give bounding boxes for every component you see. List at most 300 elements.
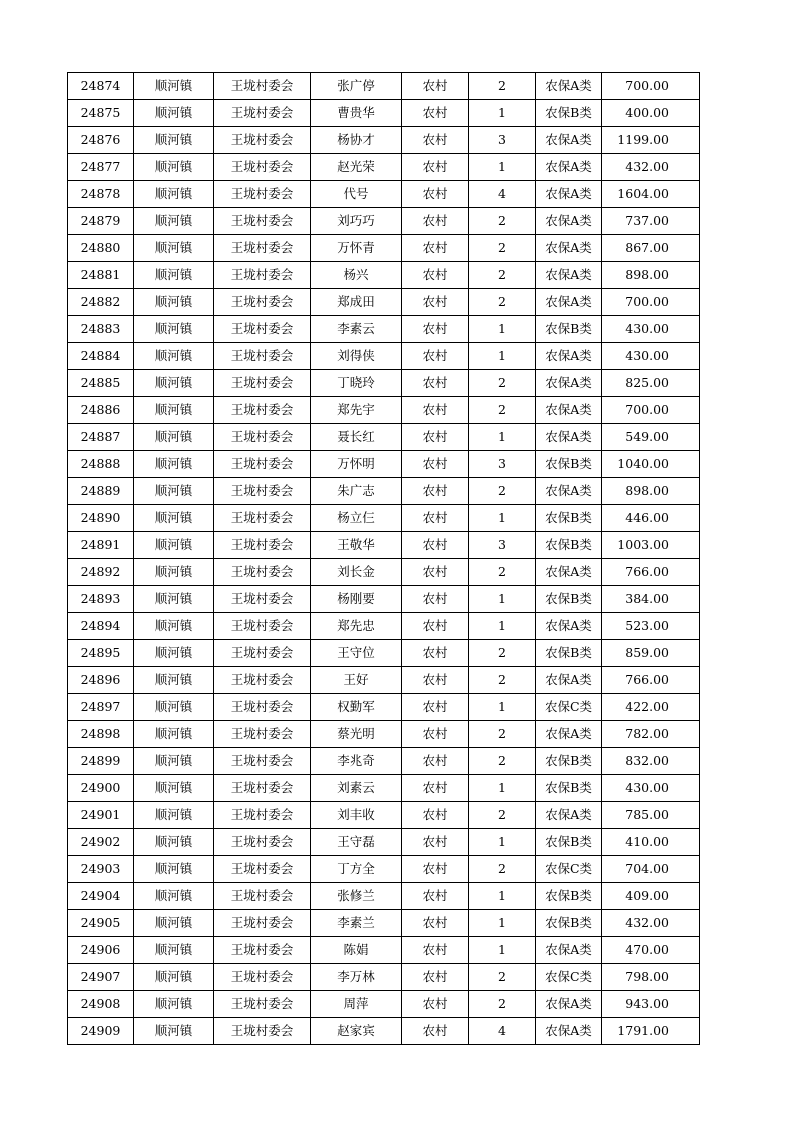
cell-person-name: 周萍 (311, 991, 402, 1018)
cell-village-committee: 王垅村委会 (214, 208, 311, 235)
cell-member-count: 2 (469, 262, 536, 289)
cell-amount: 867.00 (602, 235, 700, 262)
cell-amount: 430.00 (602, 316, 700, 343)
cell-serial-number: 24901 (68, 802, 134, 829)
cell-village-committee: 王垅村委会 (214, 424, 311, 451)
table-row (68, 937, 700, 964)
cell-insurance-category: 农保A类 (536, 397, 602, 424)
cell-person-name: 代号 (311, 181, 402, 208)
cell-serial-number: 24903 (68, 856, 134, 883)
cell-member-count: 1 (469, 694, 536, 721)
cell-insurance-category: 农保B类 (536, 748, 602, 775)
cell-household-type: 农村 (402, 640, 469, 667)
cell-member-count: 1 (469, 100, 536, 127)
cell-member-count: 1 (469, 586, 536, 613)
cell-household-type: 农村 (402, 235, 469, 262)
cell-town: 顺河镇 (134, 1018, 214, 1045)
cell-amount: 549.00 (602, 424, 700, 451)
cell-insurance-category: 农保A类 (536, 208, 602, 235)
cell-amount: 422.00 (602, 694, 700, 721)
cell-amount: 523.00 (602, 613, 700, 640)
cell-village-committee: 王垅村委会 (214, 991, 311, 1018)
cell-household-type: 农村 (402, 1018, 469, 1045)
cell-amount: 1604.00 (602, 181, 700, 208)
cell-person-name: 刘得侠 (311, 343, 402, 370)
cell-member-count: 4 (469, 1018, 536, 1045)
cell-town: 顺河镇 (134, 937, 214, 964)
cell-insurance-category: 农保A类 (536, 289, 602, 316)
cell-serial-number: 24878 (68, 181, 134, 208)
cell-member-count: 1 (469, 883, 536, 910)
cell-person-name: 王敬华 (311, 532, 402, 559)
cell-member-count: 1 (469, 613, 536, 640)
cell-town: 顺河镇 (134, 775, 214, 802)
cell-household-type: 农村 (402, 991, 469, 1018)
benefit-roster-table (67, 72, 700, 1045)
cell-village-committee: 王垅村委会 (214, 775, 311, 802)
cell-village-committee: 王垅村委会 (214, 667, 311, 694)
table-row (68, 559, 700, 586)
cell-insurance-category: 农保A类 (536, 73, 602, 100)
cell-household-type: 农村 (402, 721, 469, 748)
cell-serial-number: 24893 (68, 586, 134, 613)
cell-serial-number: 24888 (68, 451, 134, 478)
cell-amount: 898.00 (602, 478, 700, 505)
cell-amount: 782.00 (602, 721, 700, 748)
cell-household-type: 农村 (402, 505, 469, 532)
cell-town: 顺河镇 (134, 316, 214, 343)
cell-insurance-category: 农保B类 (536, 586, 602, 613)
cell-household-type: 农村 (402, 370, 469, 397)
table-row (68, 640, 700, 667)
cell-amount: 432.00 (602, 154, 700, 181)
cell-town: 顺河镇 (134, 397, 214, 424)
cell-serial-number: 24889 (68, 478, 134, 505)
cell-household-type: 农村 (402, 262, 469, 289)
cell-member-count: 2 (469, 289, 536, 316)
cell-person-name: 万怀青 (311, 235, 402, 262)
table-row (68, 127, 700, 154)
cell-household-type: 农村 (402, 559, 469, 586)
cell-insurance-category: 农保A类 (536, 478, 602, 505)
cell-amount: 1791.00 (602, 1018, 700, 1045)
cell-village-committee: 王垅村委会 (214, 856, 311, 883)
cell-village-committee: 王垅村委会 (214, 640, 311, 667)
cell-person-name: 曹贵华 (311, 100, 402, 127)
cell-member-count: 2 (469, 73, 536, 100)
cell-serial-number: 24902 (68, 829, 134, 856)
cell-household-type: 农村 (402, 316, 469, 343)
cell-serial-number: 24883 (68, 316, 134, 343)
cell-amount: 832.00 (602, 748, 700, 775)
cell-person-name: 郑先宇 (311, 397, 402, 424)
table-row (68, 154, 700, 181)
cell-town: 顺河镇 (134, 883, 214, 910)
cell-household-type: 农村 (402, 289, 469, 316)
cell-village-committee: 王垅村委会 (214, 613, 311, 640)
table-row (68, 721, 700, 748)
cell-serial-number: 24876 (68, 127, 134, 154)
cell-village-committee: 王垅村委会 (214, 316, 311, 343)
cell-village-committee: 王垅村委会 (214, 694, 311, 721)
cell-serial-number: 24904 (68, 883, 134, 910)
cell-insurance-category: 农保A类 (536, 721, 602, 748)
table-row (68, 748, 700, 775)
cell-person-name: 郑成田 (311, 289, 402, 316)
cell-person-name: 李素云 (311, 316, 402, 343)
cell-amount: 1199.00 (602, 127, 700, 154)
cell-member-count: 1 (469, 937, 536, 964)
cell-village-committee: 王垅村委会 (214, 289, 311, 316)
table-row (68, 667, 700, 694)
cell-person-name: 赵家宾 (311, 1018, 402, 1045)
cell-village-committee: 王垅村委会 (214, 181, 311, 208)
cell-town: 顺河镇 (134, 73, 214, 100)
cell-person-name: 杨兴 (311, 262, 402, 289)
cell-town: 顺河镇 (134, 802, 214, 829)
cell-member-count: 2 (469, 667, 536, 694)
cell-member-count: 2 (469, 208, 536, 235)
cell-member-count: 2 (469, 478, 536, 505)
cell-insurance-category: 农保A类 (536, 802, 602, 829)
cell-serial-number: 24895 (68, 640, 134, 667)
cell-amount: 943.00 (602, 991, 700, 1018)
cell-amount: 898.00 (602, 262, 700, 289)
cell-member-count: 1 (469, 154, 536, 181)
cell-household-type: 农村 (402, 532, 469, 559)
cell-serial-number: 24884 (68, 343, 134, 370)
cell-insurance-category: 农保C类 (536, 856, 602, 883)
cell-town: 顺河镇 (134, 910, 214, 937)
cell-insurance-category: 农保A类 (536, 343, 602, 370)
cell-amount: 430.00 (602, 343, 700, 370)
cell-insurance-category: 农保C类 (536, 964, 602, 991)
cell-town: 顺河镇 (134, 721, 214, 748)
cell-town: 顺河镇 (134, 154, 214, 181)
cell-amount: 785.00 (602, 802, 700, 829)
cell-person-name: 赵光荣 (311, 154, 402, 181)
cell-person-name: 杨立仨 (311, 505, 402, 532)
table-row (68, 289, 700, 316)
cell-insurance-category: 农保B类 (536, 316, 602, 343)
cell-member-count: 1 (469, 424, 536, 451)
table-row (68, 883, 700, 910)
cell-member-count: 3 (469, 127, 536, 154)
cell-person-name: 权勤军 (311, 694, 402, 721)
cell-insurance-category: 农保A类 (536, 235, 602, 262)
table-row (68, 532, 700, 559)
cell-village-committee: 王垅村委会 (214, 127, 311, 154)
cell-amount: 400.00 (602, 100, 700, 127)
table-row (68, 694, 700, 721)
cell-household-type: 农村 (402, 424, 469, 451)
cell-insurance-category: 农保C类 (536, 694, 602, 721)
cell-person-name: 刘素云 (311, 775, 402, 802)
cell-member-count: 2 (469, 964, 536, 991)
cell-serial-number: 24881 (68, 262, 134, 289)
cell-insurance-category: 农保B类 (536, 532, 602, 559)
cell-household-type: 农村 (402, 775, 469, 802)
cell-person-name: 杨协才 (311, 127, 402, 154)
cell-household-type: 农村 (402, 208, 469, 235)
cell-town: 顺河镇 (134, 343, 214, 370)
cell-serial-number: 24885 (68, 370, 134, 397)
cell-serial-number: 24879 (68, 208, 134, 235)
cell-town: 顺河镇 (134, 505, 214, 532)
cell-amount: 766.00 (602, 667, 700, 694)
cell-amount: 737.00 (602, 208, 700, 235)
cell-amount: 704.00 (602, 856, 700, 883)
cell-insurance-category: 农保B类 (536, 910, 602, 937)
cell-member-count: 1 (469, 316, 536, 343)
cell-insurance-category: 农保A类 (536, 937, 602, 964)
cell-serial-number: 24877 (68, 154, 134, 181)
cell-insurance-category: 农保B类 (536, 640, 602, 667)
cell-insurance-category: 农保A类 (536, 559, 602, 586)
cell-amount: 798.00 (602, 964, 700, 991)
cell-serial-number: 24875 (68, 100, 134, 127)
cell-person-name: 张广停 (311, 73, 402, 100)
cell-serial-number: 24874 (68, 73, 134, 100)
cell-household-type: 农村 (402, 397, 469, 424)
cell-village-committee: 王垅村委会 (214, 802, 311, 829)
table-row (68, 235, 700, 262)
cell-town: 顺河镇 (134, 127, 214, 154)
table-row (68, 1018, 700, 1045)
cell-town: 顺河镇 (134, 262, 214, 289)
cell-member-count: 4 (469, 181, 536, 208)
cell-household-type: 农村 (402, 100, 469, 127)
table-row (68, 208, 700, 235)
cell-insurance-category: 农保B类 (536, 100, 602, 127)
cell-amount: 430.00 (602, 775, 700, 802)
cell-member-count: 2 (469, 991, 536, 1018)
cell-person-name: 刘巧巧 (311, 208, 402, 235)
cell-serial-number: 24899 (68, 748, 134, 775)
cell-town: 顺河镇 (134, 289, 214, 316)
cell-village-committee: 王垅村委会 (214, 964, 311, 991)
cell-household-type: 农村 (402, 937, 469, 964)
table-row (68, 478, 700, 505)
cell-person-name: 丁方全 (311, 856, 402, 883)
cell-insurance-category: 农保A类 (536, 991, 602, 1018)
cell-village-committee: 王垅村委会 (214, 397, 311, 424)
cell-serial-number: 24909 (68, 1018, 134, 1045)
cell-town: 顺河镇 (134, 856, 214, 883)
cell-amount: 825.00 (602, 370, 700, 397)
cell-town: 顺河镇 (134, 424, 214, 451)
cell-village-committee: 王垅村委会 (214, 721, 311, 748)
cell-village-committee: 王垅村委会 (214, 451, 311, 478)
cell-serial-number: 24896 (68, 667, 134, 694)
cell-person-name: 聂长红 (311, 424, 402, 451)
cell-person-name: 王守磊 (311, 829, 402, 856)
cell-household-type: 农村 (402, 667, 469, 694)
cell-insurance-category: 农保A类 (536, 154, 602, 181)
cell-village-committee: 王垅村委会 (214, 748, 311, 775)
cell-town: 顺河镇 (134, 991, 214, 1018)
cell-village-committee: 王垅村委会 (214, 1018, 311, 1045)
table-row (68, 991, 700, 1018)
table-row (68, 613, 700, 640)
cell-household-type: 农村 (402, 829, 469, 856)
cell-person-name: 朱广志 (311, 478, 402, 505)
cell-village-committee: 王垅村委会 (214, 559, 311, 586)
cell-amount: 410.00 (602, 829, 700, 856)
cell-member-count: 2 (469, 640, 536, 667)
cell-insurance-category: 农保A类 (536, 1018, 602, 1045)
cell-insurance-category: 农保A类 (536, 262, 602, 289)
cell-insurance-category: 农保B类 (536, 451, 602, 478)
cell-member-count: 1 (469, 829, 536, 856)
cell-amount: 700.00 (602, 73, 700, 100)
table-row (68, 424, 700, 451)
cell-member-count: 3 (469, 532, 536, 559)
cell-person-name: 刘长金 (311, 559, 402, 586)
cell-town: 顺河镇 (134, 694, 214, 721)
cell-town: 顺河镇 (134, 181, 214, 208)
cell-amount: 1003.00 (602, 532, 700, 559)
cell-person-name: 李素兰 (311, 910, 402, 937)
cell-member-count: 2 (469, 748, 536, 775)
cell-person-name: 王好 (311, 667, 402, 694)
cell-village-committee: 王垅村委会 (214, 586, 311, 613)
cell-town: 顺河镇 (134, 208, 214, 235)
cell-person-name: 刘丰收 (311, 802, 402, 829)
cell-household-type: 农村 (402, 883, 469, 910)
cell-member-count: 1 (469, 343, 536, 370)
cell-member-count: 2 (469, 235, 536, 262)
cell-town: 顺河镇 (134, 640, 214, 667)
cell-household-type: 农村 (402, 154, 469, 181)
cell-household-type: 农村 (402, 586, 469, 613)
cell-member-count: 2 (469, 856, 536, 883)
cell-insurance-category: 农保B类 (536, 775, 602, 802)
cell-town: 顺河镇 (134, 532, 214, 559)
cell-household-type: 农村 (402, 748, 469, 775)
cell-person-name: 王守位 (311, 640, 402, 667)
table-row (68, 73, 700, 100)
cell-town: 顺河镇 (134, 613, 214, 640)
cell-serial-number: 24900 (68, 775, 134, 802)
cell-member-count: 2 (469, 370, 536, 397)
table-row (68, 856, 700, 883)
cell-person-name: 万怀明 (311, 451, 402, 478)
cell-town: 顺河镇 (134, 235, 214, 262)
cell-household-type: 农村 (402, 127, 469, 154)
cell-town: 顺河镇 (134, 964, 214, 991)
cell-household-type: 农村 (402, 802, 469, 829)
cell-member-count: 1 (469, 775, 536, 802)
table-row (68, 775, 700, 802)
cell-insurance-category: 农保A类 (536, 127, 602, 154)
cell-member-count: 1 (469, 910, 536, 937)
cell-village-committee: 王垅村委会 (214, 370, 311, 397)
cell-household-type: 农村 (402, 343, 469, 370)
table-row (68, 910, 700, 937)
cell-village-committee: 王垅村委会 (214, 937, 311, 964)
cell-person-name: 蔡光明 (311, 721, 402, 748)
table-row (68, 397, 700, 424)
cell-member-count: 2 (469, 721, 536, 748)
cell-insurance-category: 农保A类 (536, 181, 602, 208)
cell-town: 顺河镇 (134, 370, 214, 397)
table-row (68, 829, 700, 856)
cell-village-committee: 王垅村委会 (214, 235, 311, 262)
cell-town: 顺河镇 (134, 100, 214, 127)
cell-serial-number: 24886 (68, 397, 134, 424)
cell-serial-number: 24905 (68, 910, 134, 937)
cell-village-committee: 王垅村委会 (214, 100, 311, 127)
table-row (68, 100, 700, 127)
cell-serial-number: 24880 (68, 235, 134, 262)
table-row (68, 505, 700, 532)
cell-village-committee: 王垅村委会 (214, 883, 311, 910)
cell-insurance-category: 农保A类 (536, 667, 602, 694)
cell-village-committee: 王垅村委会 (214, 532, 311, 559)
cell-village-committee: 王垅村委会 (214, 262, 311, 289)
cell-household-type: 农村 (402, 964, 469, 991)
cell-town: 顺河镇 (134, 586, 214, 613)
cell-town: 顺河镇 (134, 667, 214, 694)
cell-serial-number: 24882 (68, 289, 134, 316)
cell-village-committee: 王垅村委会 (214, 73, 311, 100)
cell-person-name: 李兆奇 (311, 748, 402, 775)
cell-person-name: 张修兰 (311, 883, 402, 910)
cell-household-type: 农村 (402, 856, 469, 883)
cell-household-type: 农村 (402, 478, 469, 505)
cell-household-type: 农村 (402, 910, 469, 937)
cell-serial-number: 24898 (68, 721, 134, 748)
cell-serial-number: 24891 (68, 532, 134, 559)
cell-household-type: 农村 (402, 694, 469, 721)
cell-amount: 384.00 (602, 586, 700, 613)
cell-insurance-category: 农保A类 (536, 613, 602, 640)
cell-amount: 859.00 (602, 640, 700, 667)
cell-village-committee: 王垅村委会 (214, 154, 311, 181)
cell-household-type: 农村 (402, 613, 469, 640)
cell-insurance-category: 农保B类 (536, 505, 602, 532)
cell-village-committee: 王垅村委会 (214, 505, 311, 532)
cell-person-name: 陈娟 (311, 937, 402, 964)
cell-village-committee: 王垅村委会 (214, 910, 311, 937)
cell-household-type: 农村 (402, 451, 469, 478)
cell-member-count: 2 (469, 559, 536, 586)
cell-member-count: 2 (469, 802, 536, 829)
cell-town: 顺河镇 (134, 478, 214, 505)
cell-member-count: 2 (469, 397, 536, 424)
cell-town: 顺河镇 (134, 829, 214, 856)
cell-amount: 432.00 (602, 910, 700, 937)
table-row (68, 370, 700, 397)
table-row (68, 451, 700, 478)
cell-amount: 409.00 (602, 883, 700, 910)
cell-person-name: 杨刚要 (311, 586, 402, 613)
cell-insurance-category: 农保B类 (536, 829, 602, 856)
cell-town: 顺河镇 (134, 451, 214, 478)
cell-serial-number: 24892 (68, 559, 134, 586)
cell-town: 顺河镇 (134, 559, 214, 586)
table-row (68, 802, 700, 829)
cell-household-type: 农村 (402, 181, 469, 208)
table-row (68, 343, 700, 370)
table-row (68, 586, 700, 613)
table-row (68, 181, 700, 208)
cell-serial-number: 24887 (68, 424, 134, 451)
cell-serial-number: 24908 (68, 991, 134, 1018)
cell-member-count: 1 (469, 505, 536, 532)
cell-amount: 700.00 (602, 397, 700, 424)
